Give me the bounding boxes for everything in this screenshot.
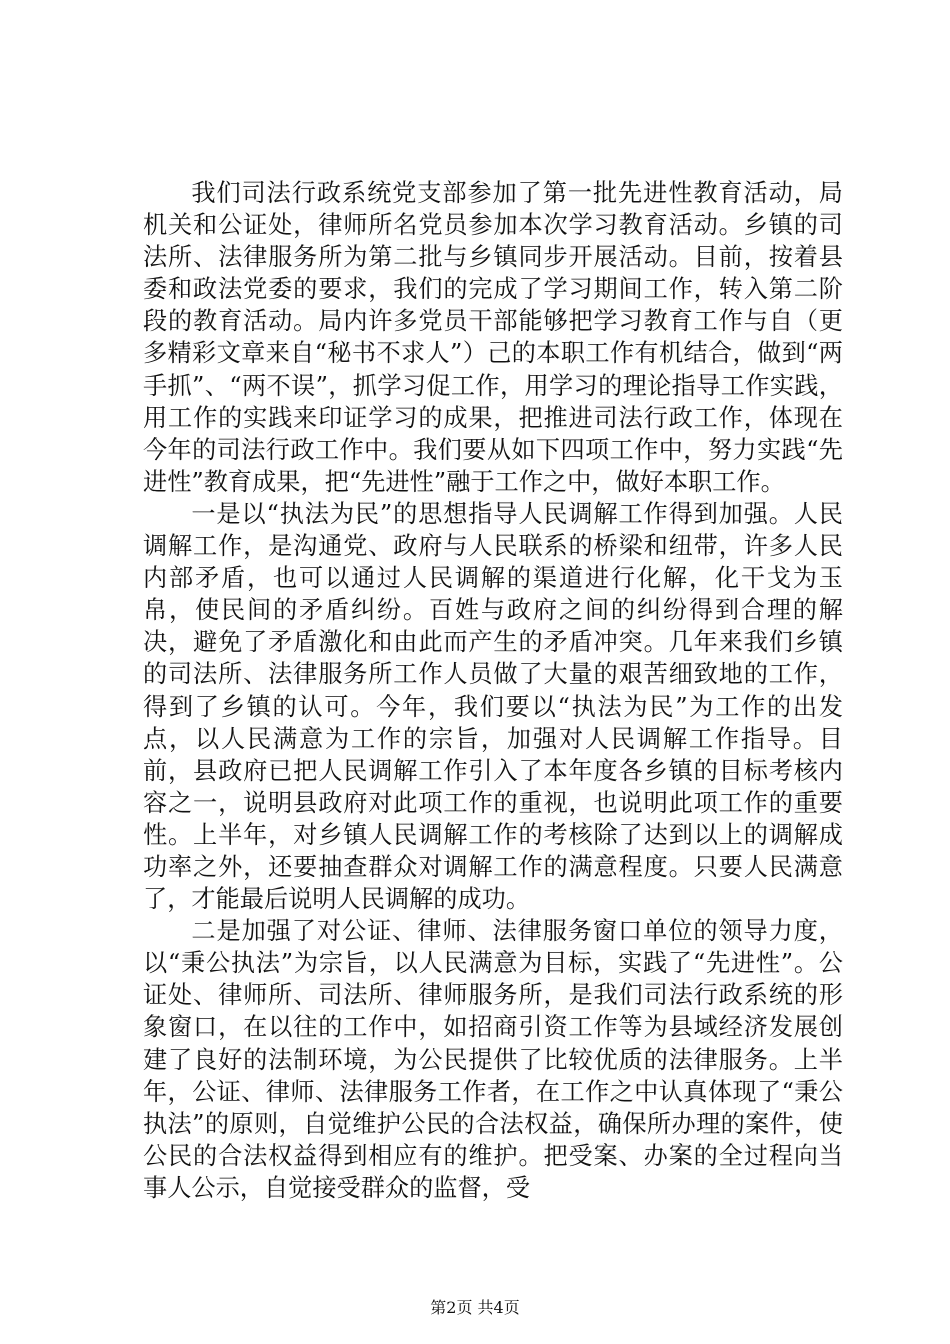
paragraph-intro: 我们司法行政系统党支部参加了第一批先进性教育活动，局机关和公证处，律师所名党员参加本次学习教育活动。乡镇的司法所、法律服务所为第二批与乡镇同步开展活动。目前，按着县委和政法党委的要求，我们的完成了学习期间工作，转入第二阶段的教育活动。局内许多党员干部能够把学习教育工作与自（更多精彩文章来自“秘书不求人”）己的本职工作有机结合，做到“两手抓”、“两不误”，抓学习促工作，用学习的理论指导工作实践，用工作的实践来印证学习的成果，把推进司法行政工作，体现在今年的司法行政工作中。我们要从如下四项工作中，努力实践“先进性”教育成果，把“先进性”融于工作之中，做好本职工作。	[143, 179, 843, 496]
paragraph-mediation: 一是以“执法为民”的思想指导人民调解工作得到加强。人民调解工作，是沟通党、政府与人民联系的桥梁和纽带，许多人民内部矛盾，也可以通过人民调解的渠道进行化解，化干戈为玉帛，使民间的矛盾纠纷。百姓与政府之间的纠纷得到合理的解决，避免了矛盾激化和由此而产生的矛盾冲突。几年来我们乡镇的司法所、法律服务所工作人员做了大量的艰苦细致地的工作，得到了乡镇的认可。今年，我们要以“执法为民”为工作的出发点，以人民满意为工作的宗旨，加强对人民调解工作指导。目前，县政府已把人民调解工作引入了本年度各乡镇的目标考核内容之一，说明县政府对此项工作的重视，也说明此项工作的重要性。上半年，对乡镇人民调解工作的考核除了达到以上的调解成功率之外，还要抽查群众对调解工作的满意程度。只要人民满意了，才能最后说明人民调解的成功。	[143, 499, 843, 914]
paragraph-legal-services: 二是加强了对公证、律师、法律服务窗口单位的领导力度，以“秉公执法”为宗旨，以人民满意为目标，实践了“先进性”。公证处、律师所、司法所、律师服务所，是我们司法行政系统的形象窗口，在以往的工作中，如招商引资工作等为县域经济发展创建了良好的法制环境，为公民提供了比较优质的法律服务。上半年，公证、律师、法律服务工作者，在工作之中认真体现了“秉公执法”的原则，自觉维护公民的合法权益，确保所办理的案件，使公民的合法权益得到相应有的维护。把受案、办案的全过程向当事人公示，自觉接受群众的监督，受	[143, 917, 843, 1202]
document-body	[143, 177, 843, 1204]
page-footer: 第2页 共4页	[430, 1298, 520, 1317]
